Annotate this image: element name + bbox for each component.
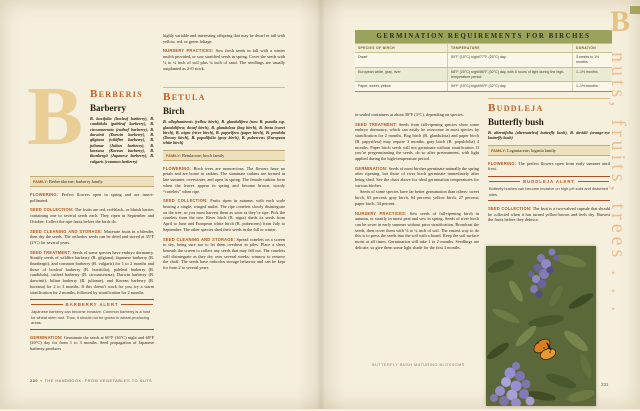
germination-table [355, 30, 612, 92]
continuation-paragraph: in sealed containers at about 38°F (3°C), depending on species. [355, 112, 464, 117]
table-row [355, 67, 612, 82]
section-label: FLOWERING: [488, 160, 517, 166]
section-text: Macerate fruits in a blender, then dry the seeds. The orthodox seeds can be dried and stored at 35°F (2°C) for several years. [30, 228, 155, 245]
section-text: The fruits are red, red-black, or bluish berries containing one to several seeds each. They ripen in September and October. Collect the ripe fruits before the birds do. [30, 207, 154, 224]
alert-rule-left [31, 304, 63, 305]
common-name-butterfly-bush: Butterfly bush [488, 117, 544, 127]
section-text: Fruits ripen in autumn, with each scale bearing a single, winged nutlet. The ripe conelets slowly disintegrate on the tree, so you must harvest them as soon as they’re ripe. Pick the conelets from the tree. River birch (B. nigra) sheds its seeds from April to June and European white birch (B. pubescens) from July to September. The other species shed their seeds in the fall or winter. [163, 198, 285, 232]
section-paragraph [355, 122, 479, 162]
right-page-column-2 [488, 98, 610, 227]
section-text: Seeds from fall-ripening species show some embryo dormancy, which can easily be overcome in most species by stratification for 2 months. Bog birch (B. glandulosa) and paper birch (B. papyrifera) may require 3 months, gray birch (B. populifolia) 4 months. Paper birch seeds will not germinate without stratification. If you’re pregerminating the seeds, do so after pretreatment, with light applied during the high-temperature period. [355, 121, 479, 161]
alert-title: BUDDLEJA ALERT [522, 179, 576, 185]
alert-rule-right [121, 304, 153, 305]
section-paragraph [355, 211, 479, 251]
section-text: Germinate the seeds at 60°F (16°C) night and 68°F (20°C) day for from 1 to 3 months. Seed propagation of Japanese barberry produces [30, 334, 154, 352]
left-page-column-1 [30, 176, 154, 356]
alert-rule-right [578, 181, 609, 182]
section-label: SEED TREATMENT: [355, 121, 397, 127]
section-paragraph [163, 237, 285, 271]
section-paragraph-continued: Seeds of some species have far better germination than others: sweet birch, 65 percent; gray birch, 64 percent; yellow birch, 27 percent; paper birch, 34 percent. [355, 189, 479, 206]
family-band-betula [163, 150, 285, 161]
section-label: SEED CLEANING AND STORAGE: [30, 228, 103, 234]
table-cell: 1–1½ months [572, 68, 612, 82]
section-label: NURSERY PRACTICES: [355, 210, 407, 216]
page-number-right: 231 [601, 382, 609, 387]
corner-tab [630, 6, 640, 14]
common-name-barberry: Barberry [90, 103, 126, 113]
section-label: GERMINATION: [30, 334, 63, 340]
family-value: Betulaceae; birch family [182, 152, 225, 158]
species-list-buddleja: B. alternifolia (alternateleaf butterfly bush), B. davidii (orange-eye butterfly bush) [488, 130, 610, 141]
table-cell: 50°F (10°C) night/77°F (25°C) day [447, 53, 572, 67]
page-number-left: 230 [30, 378, 38, 383]
table-cell: 59°F (15°C) night/90°F (32°C) day [447, 82, 572, 91]
butterfly-photo [486, 246, 596, 406]
section-label: SEED CLEANING AND STORAGE: [163, 236, 236, 242]
section-paragraph [163, 166, 285, 195]
diamond-icon: ✦ [39, 379, 43, 383]
betula-rule [163, 87, 285, 88]
continuation-paragraph: highly variable and interesting offspring that may be dwarf or tall with yellow, red, or green foliage. [163, 33, 285, 44]
table-row [355, 81, 612, 91]
species-list-betula: B. alleghaniensis (yellow birch), B. glandulifera (now B. pumila ssp. glandulifera; dwarf birch), B. glandulosa (bog birch), B. lenta (sweet birch), B. nigra (river birch), B. papyrifera (paper birch), B. pendula (Downy birch), B. populifolia (gray birch), B. pubescens (European white birch) [163, 119, 285, 146]
table-cell: 3 weeks to 1½ months [572, 53, 612, 67]
margin-chapter-letter: B [610, 5, 631, 38]
section-text: The fruit is a two-valved capsule that should be collected when it has turned yellow-brown and feels dry. Harvest the fruits before they dehisce. [488, 205, 610, 223]
col-header: TEMPERATURE [447, 44, 572, 53]
family-label: FAMILY: [33, 179, 48, 184]
gutter-shadow [298, 0, 344, 409]
alert-title-row [31, 302, 153, 307]
table-cell: Paper, sweet, yellow [358, 84, 391, 89]
table-row [355, 52, 612, 67]
section-label: SEED TREATMENT: [30, 249, 72, 255]
common-name-birch: Birch [163, 106, 185, 117]
section-label: FLOWERING: [30, 192, 59, 197]
book-title: THE HANDBOOK: FROM VEGETABLES TO NUTS [44, 378, 153, 383]
section-paragraph [163, 48, 285, 71]
col-header: SPECIES OF BIRCH [358, 45, 395, 50]
table-cell: 68°F (20°C) night/86°F (30°C) day, with 8 hours of light during the high-temperature period [447, 68, 572, 82]
margin-vertical-text: nuts, fruits, trees . . . [607, 52, 629, 316]
section-text: The perfect flowers open from early summer until frost. [488, 160, 611, 172]
family-label: FAMILY: [491, 147, 506, 153]
family-value: Berberidaceae; barberry family [49, 179, 103, 184]
barberry-alert [30, 299, 154, 329]
col-header: DURATION [572, 44, 612, 53]
berberis-header [90, 88, 154, 168]
genus-heading-berberis: BERBERIS [90, 88, 143, 100]
section-paragraph [30, 192, 154, 203]
section-paragraph [163, 198, 285, 232]
section-text: Seeds of some species have embryo dormancy. Stratify seeds of wildfire barberry (B. gilgiana), Japanese barberry (B. thunbergii), and common barberry (B. vulgaris) for 1 to 2 months and those of boxleaf barberry (B. buxifolia), paleleaf barberry (B. candidula), cutleaf barberry (B. circumserrata), Darwin barberry (B. darwinii), Julian barberry (B. julianae), and Korean barberry (B. koreana) for 2 to 3 months. If this doesn’t work for you, try a warm stratification for 2 months, followed by stratification for 2 months. [30, 249, 154, 295]
table-header-row [355, 43, 612, 53]
section-text: Sow fresh seeds in fall with a winter mulch provided, or sow stratified seeds in spring. Cover the seeds with ⅛ to ¼ inch of soil plus ¼ inch of sand. The seedlings are usually outplanted as 2+0 stock. [163, 48, 285, 71]
section-paragraph [488, 161, 610, 172]
right-page-column-1 [355, 112, 479, 254]
alert-title-row [489, 179, 609, 184]
section-text: Sow seeds of fall-ripening birch in autumn, or stratify in moist peat and sow in spring. Seeds of river birch can be sown in early summer without prior stratification. Broadcast the seeds, then cover them with ⅛ to ¼ inch of soil. The easiest way to do this is to press the seeds into the soil with a board. Keep the soil surface moist at all times. Germination will take 1 to 2 months. Seedlings are delicate, so give them some light shade for the first 3 months. [355, 210, 480, 250]
alert-rule-left [489, 181, 520, 182]
butterfly-photo-art [486, 246, 596, 406]
photo-caption: BUTTERFLY BUSH MATURING BLOSSOMS [372, 363, 465, 367]
table-cell: 1–1½ months [572, 82, 612, 91]
section-label: FLOWERING: [163, 165, 192, 171]
genus-heading-betula: BETULA [163, 91, 206, 104]
family-label: FAMILY: [166, 152, 181, 158]
section-text: Birch trees are monoecious. The flowers have no petals and are borne in catkins. The staminate catkins are formed in late summer, overwinter, and open in spring. The female catkins form when the leaves appear in spring and become brown, woody “conelets” when ripe. [163, 165, 285, 194]
table-title: GERMINATION REQUIREMENTS FOR BIRCHES [355, 30, 612, 43]
alert-title: BARBERRY ALERT [65, 302, 119, 308]
drop-cap-letter: B [27, 70, 84, 163]
section-spacer [163, 75, 285, 87]
section-paragraph [30, 335, 154, 352]
table-cell: Dwarf [358, 55, 368, 60]
section-paragraph [30, 207, 154, 224]
alert-body: Butterfly bushes can become invasive on high-pH soils and disturbed sites. [489, 186, 608, 197]
left-page-column-2 [163, 33, 285, 275]
section-paragraph [30, 229, 154, 246]
page-footer [30, 378, 152, 383]
section-label: SEED COLLECTION: [488, 205, 532, 211]
buddleja-rule [488, 98, 610, 99]
family-band-buddleja [488, 145, 610, 156]
section-paragraph [30, 250, 154, 296]
section-label: SEED COLLECTION: [30, 207, 74, 213]
alert-body: Japanese barberry can become invasive. Common barberry is a host for wheat stem rust. Thus, it should not be grown in wheat-producing areas. [31, 309, 150, 326]
genus-heading-buddleja: BUDDLEJA [488, 102, 544, 114]
family-value: Loganiaceae; logania family [507, 147, 556, 153]
table-cell: European white, gray, river [358, 69, 401, 74]
section-paragraph [488, 206, 610, 223]
family-band-berberis [30, 176, 154, 187]
section-text: Perfect flowers open in spring and are insect-pollinated. [30, 192, 154, 203]
section-label: SEED COLLECTION: [163, 198, 208, 204]
species-list-berberis: B. buxifolia (boxleaf barberry), B. candidula (paleleaf barberry), B. circumserrata (cutleaf barberry), B. darwinii (Darwin barberry), B. gilgiana (wildfire barberry), B. julianae (Julian barberry), B. koreana (Korean barberry), B. thunbergii (Japanese barberry), B. vulgaris (common barberry) [90, 116, 154, 164]
section-label: NURSERY PRACTICES: [163, 48, 214, 54]
section-label: GERMINATION: [355, 165, 388, 171]
section-paragraph [355, 166, 479, 189]
section-text: Seeds of most birches germinate naturally the spring after ripening, but those of river birch germinate immediately after being shed. See the chart above for ideal germination temperatures for various birches. [355, 165, 479, 188]
section-text: Spread conelets on a screen to dry, being sure not to let them overheat in piles. Place a sheet beneath the screen to collect any seeds that may fall out. The conelets will disintegrate as they dry over several weeks; winnow to remove the chaff. The seeds have orthodox storage behavior and can be kept for from 2 to several years [163, 236, 286, 271]
buddleja-alert [488, 176, 610, 201]
